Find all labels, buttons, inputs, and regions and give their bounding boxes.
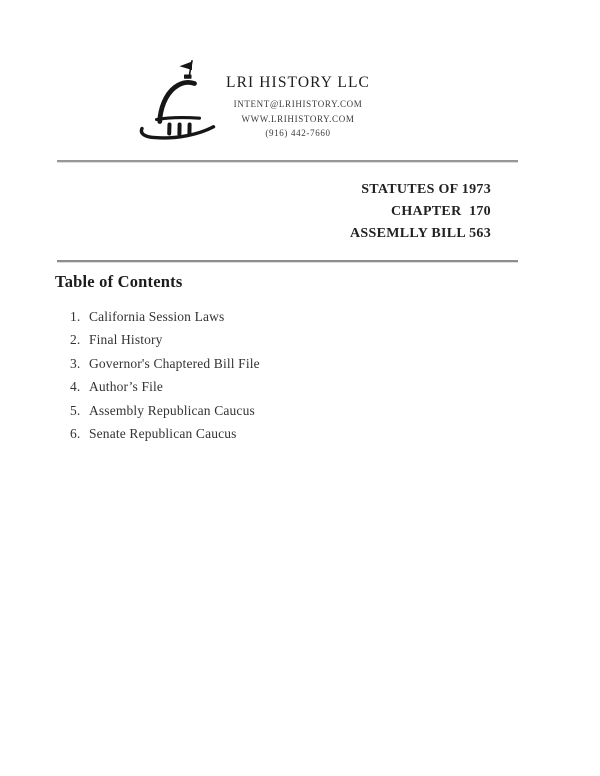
toc-item-label: Final History xyxy=(89,332,163,348)
toc-item-label: California Session Laws xyxy=(89,309,225,324)
toc-item xyxy=(70,355,260,372)
flag xyxy=(180,62,193,71)
contact-email: INTENT@LRIHISTORY.COM xyxy=(233,99,363,109)
toc-item xyxy=(70,402,260,419)
toc-item-number: 4. xyxy=(70,379,81,395)
letterhead-text xyxy=(0,73,596,141)
toc-item-label: Governor's Chaptered Bill File xyxy=(89,355,260,371)
toc-item-number: 6. xyxy=(70,425,81,441)
toc-heading: Table of Contents xyxy=(55,272,183,291)
toc-list xyxy=(70,308,260,448)
contact-website: WWW.LRIHISTORY.COM xyxy=(241,113,355,124)
toc-item xyxy=(70,378,260,395)
toc-item xyxy=(70,425,260,442)
assembly-bill-line: ASSEMLLY BILL 563 xyxy=(349,226,491,241)
toc-item-number: 2. xyxy=(70,332,81,348)
toc-item-number: 5. xyxy=(70,402,81,418)
horizontal-rule-top xyxy=(57,160,518,162)
toc-item-label: Author’s File xyxy=(89,379,164,395)
toc-item xyxy=(70,308,260,325)
toc-item-number: 3. xyxy=(70,355,81,371)
statutes-line: STATUTES OF 1973 xyxy=(361,182,491,197)
toc-item-label: Senate Republican Caucus xyxy=(89,425,237,441)
contact-phone: (916) 442-7660 xyxy=(265,128,331,139)
company-name: LRI HISTORY LLC xyxy=(226,74,370,91)
chapter-line: CHAPTER 170 xyxy=(390,204,491,219)
toc-item xyxy=(70,331,260,348)
toc-item-number: 1. xyxy=(70,309,81,324)
toc-item-label: Assembly Republican Caucus xyxy=(89,402,255,418)
horizontal-rule-bottom xyxy=(57,260,518,262)
bill-reference-block xyxy=(350,179,491,245)
